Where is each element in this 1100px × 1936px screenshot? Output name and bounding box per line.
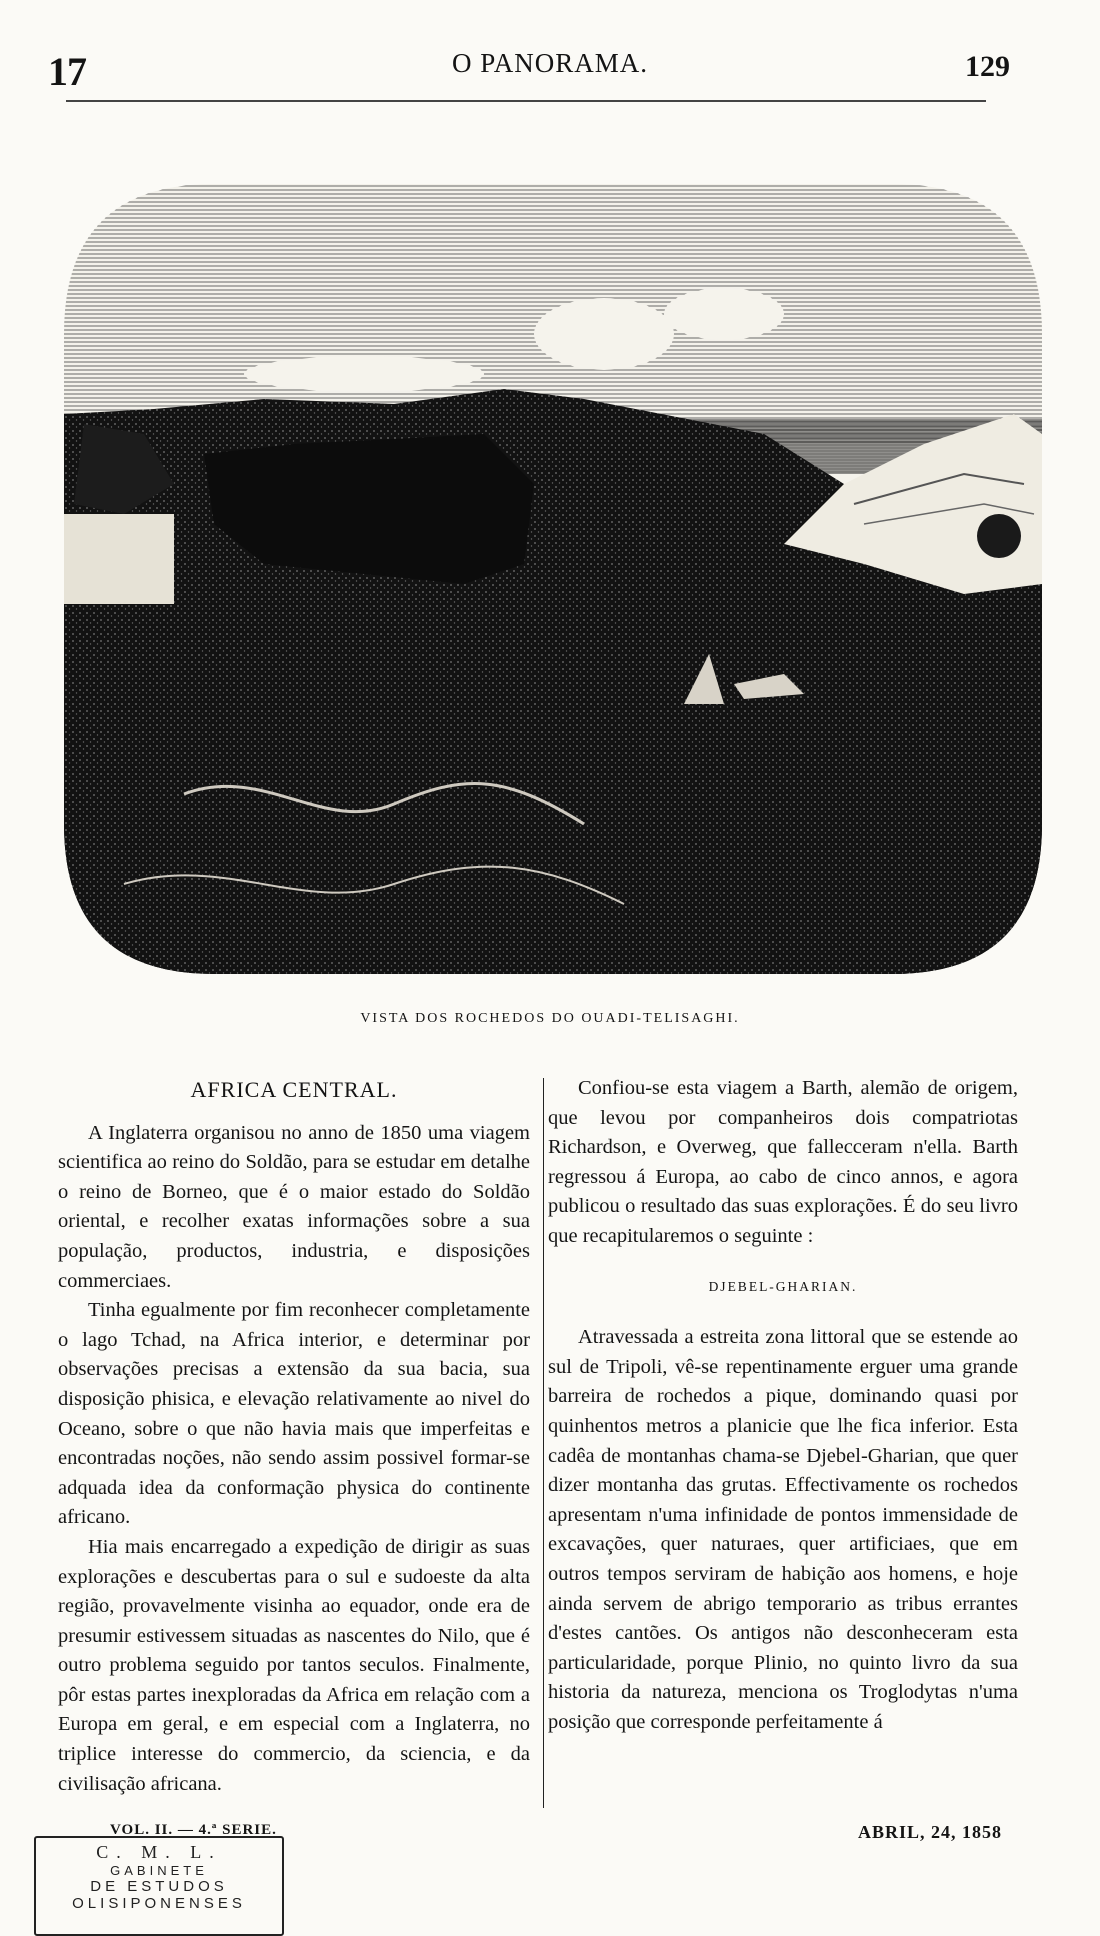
paragraph: Atravessada a estreita zona littoral que se estende ao sul de Tripoli, vê-se repentinamente erguer uma grande barreira de rochedos a pique, dominando quasi por quinhentos metros a planicie que lhe fica inferior. Esta cadêa de montanhas chama-se Djebel-Gharian, que quer dizer montanha das grutas. Effectivamente os rochedos apresentam n'uma infinidade de pontos immensidade de excavações, quer naturaes, quer artificiaes, que em outros tempos serviram de habição aos homens, e hoje ainda servem de abrigo temporario as tribus errantes d'estes cantões. Os antigos não desconheceram esta particularidade, porque Plinio, no quinto livro da sua historia da natureza, menciona os Troglodytas n'uma posição que corresponde perfeitamente á [548, 1326, 1018, 1733]
header-rule [66, 100, 986, 102]
stamp-line: OLISIPONENSES [72, 1895, 246, 1912]
paragraph: A Inglaterra organisou no anno de 1850 uma viagem scientifica ao reino do Soldão, para se estudar em detalhe o reino de Borneo, que é o maior estado do Soldão oriental, e recolher exatas informações sobre a sua população, productos, industria, e disposições commerciaes. [58, 1121, 530, 1292]
paragraph: Confiou-se esta viagem a Barth, alemão de origem, que levou por companheiros dois compatriotas Richardson, e Overweg, que fallecceram n'ella. Barth regressou á Europa, ao cabo de cinco annos, e agora publicou o resultado das suas explorações. É do seu livro que recapitularemos o seguinte : [548, 1077, 1018, 1247]
library-stamp [34, 1836, 284, 1936]
stamp-line: DE ESTUDOS [90, 1878, 228, 1895]
illustration-caption: VISTA DOS ROCHEDOS DO OUADI-TELISAGHI. [360, 1011, 740, 1026]
issue-number: 17 [48, 49, 86, 94]
stamp-line: C. M. L. [96, 1842, 222, 1862]
masthead-title: O PANORAMA. [451, 48, 649, 78]
article-title: AFRICA CENTRAL. [190, 1077, 398, 1102]
volume-series-line: VOL. II. — 4.ª SERIE. [110, 1822, 277, 1838]
issue-date: ABRIL, 24, 1858 [858, 1822, 1003, 1842]
subsection-title: DJEBEL-GHARIAN. [708, 1278, 858, 1294]
engraving-rocks-illustration [64, 184, 1042, 974]
stamp-line: GABINETE [110, 1863, 208, 1878]
right-column [548, 1070, 1018, 1737]
page-number: 129 [965, 50, 1010, 83]
left-column [58, 1070, 530, 1799]
paragraph: Hia mais encarregado a expedição de dirigir as suas explorações e descubertas para o sul e sudoeste da alta região, provavelmente visinha ao equador, onde era de presumir estivessem situadas as nascentes do Nilo, que é outro problema seguido por tantos seculos. Finalmente, pôr estas partes inexploradas da Africa em relação com a Europa em geral, e em especial com a Inglaterra, no triplice interesse do commercio, da sciencia, e da civilisação africana. [58, 1535, 530, 1795]
paragraph: Tinha egualmente por fim reconhecer completamente o lago Tchad, na Africa interior, e determinar por observações precisas a extensão da sua bacia, sua disposição phisica, e elevação relativamente ao nivel do Oceano, sobre o que não havia mais que imperfeitas e encontradas noções, não sendo assim possivel formar-se adquada idea da conformação physica do continente africano. [58, 1299, 530, 1529]
column-divider [543, 1078, 544, 1808]
